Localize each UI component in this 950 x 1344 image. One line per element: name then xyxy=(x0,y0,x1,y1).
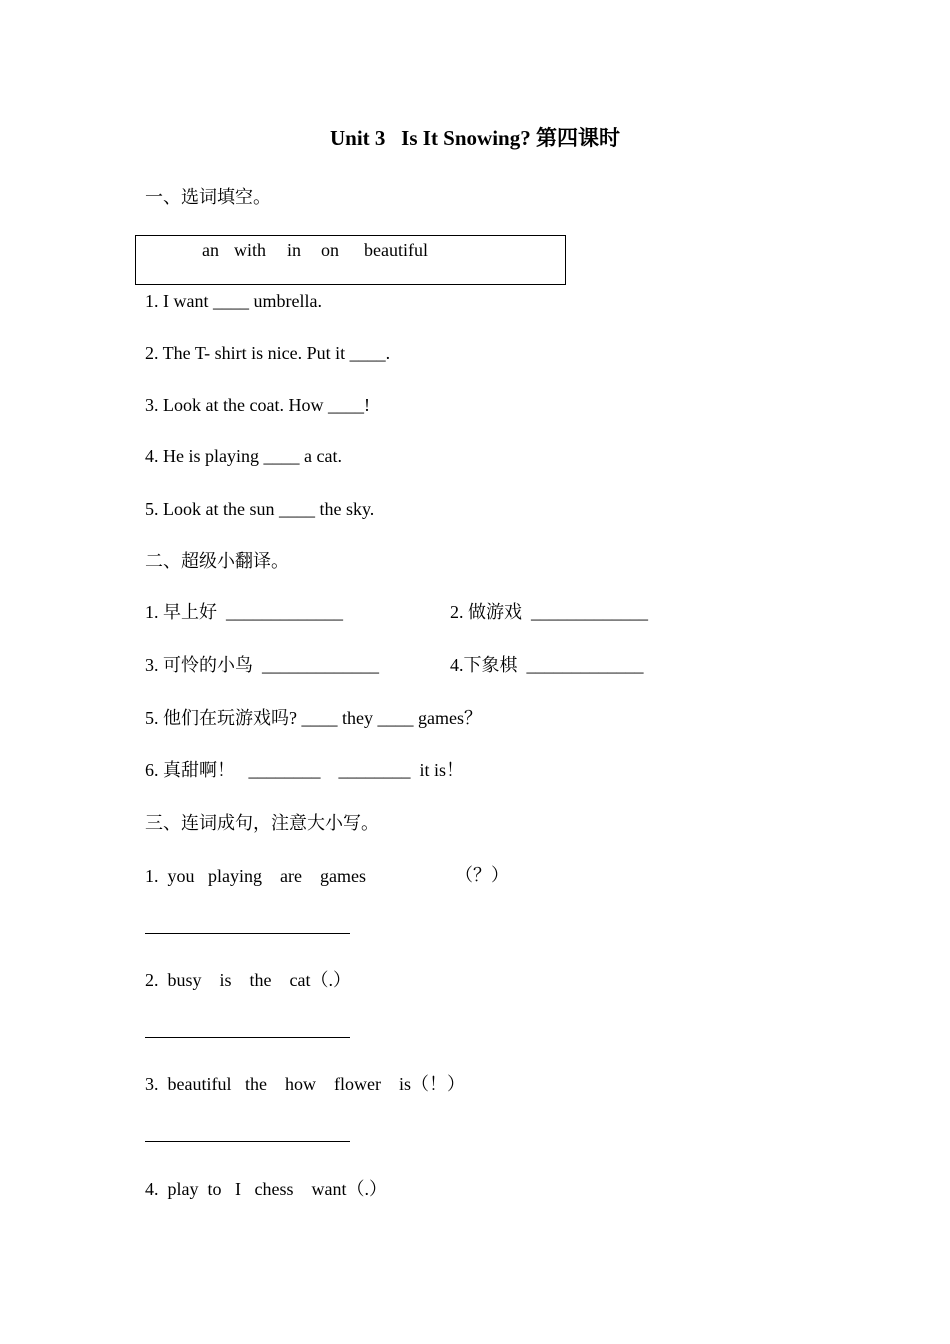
section3-item: 1. you playing are games xyxy=(145,866,366,886)
section3-punct: （？） xyxy=(455,865,509,885)
answer-line[interactable] xyxy=(145,1037,350,1038)
section2-item: 6. 真甜啊！ ________ ________ it is！ xyxy=(145,760,465,780)
word-bank-word: beautiful xyxy=(364,240,428,260)
section2-item: 1. 早上好 _____________ xyxy=(145,602,343,622)
section1-heading: 一、选词填空。 xyxy=(145,187,271,207)
section2-heading: 二、超级小翻译。 xyxy=(145,551,289,571)
section2-item: 3. 可怜的小鸟 _____________ xyxy=(145,655,379,675)
word-bank-word: with xyxy=(234,240,267,260)
section1-item: 5. Look at the sun ____ the sky. xyxy=(145,499,375,519)
section2-item: 4.下象棋 _____________ xyxy=(450,655,644,675)
section3-heading: 三、连词成句，注意大小写。 xyxy=(145,813,379,833)
section2-item: 5. 他们在玩游戏吗? ____ they ____ games？ xyxy=(145,708,482,728)
word-bank-box xyxy=(135,235,566,285)
section2-item: 2. 做游戏 _____________ xyxy=(450,602,648,622)
section3-item: 3. beautiful the how flower is（！） xyxy=(145,1074,465,1094)
section1-item: 2. The T- shirt is nice. Put it ____. xyxy=(145,343,391,363)
section1-item: 4. He is playing ____ a cat. xyxy=(145,446,342,466)
word-bank-word: an xyxy=(202,240,219,260)
section1-item: 3. Look at the coat. How ____! xyxy=(145,395,370,415)
page-title: Unit 3 Is It Snowing? 第四课时 xyxy=(330,126,620,150)
word-bank-word: on xyxy=(321,240,339,260)
section1-item: 1. I want ____ umbrella. xyxy=(145,291,322,311)
answer-line[interactable] xyxy=(145,1141,350,1142)
section3-item: 2. busy is the cat（.） xyxy=(145,970,351,990)
section3-item: 4. play to I chess want（.） xyxy=(145,1179,387,1199)
word-bank-word: in xyxy=(287,240,302,260)
answer-line[interactable] xyxy=(145,933,350,934)
